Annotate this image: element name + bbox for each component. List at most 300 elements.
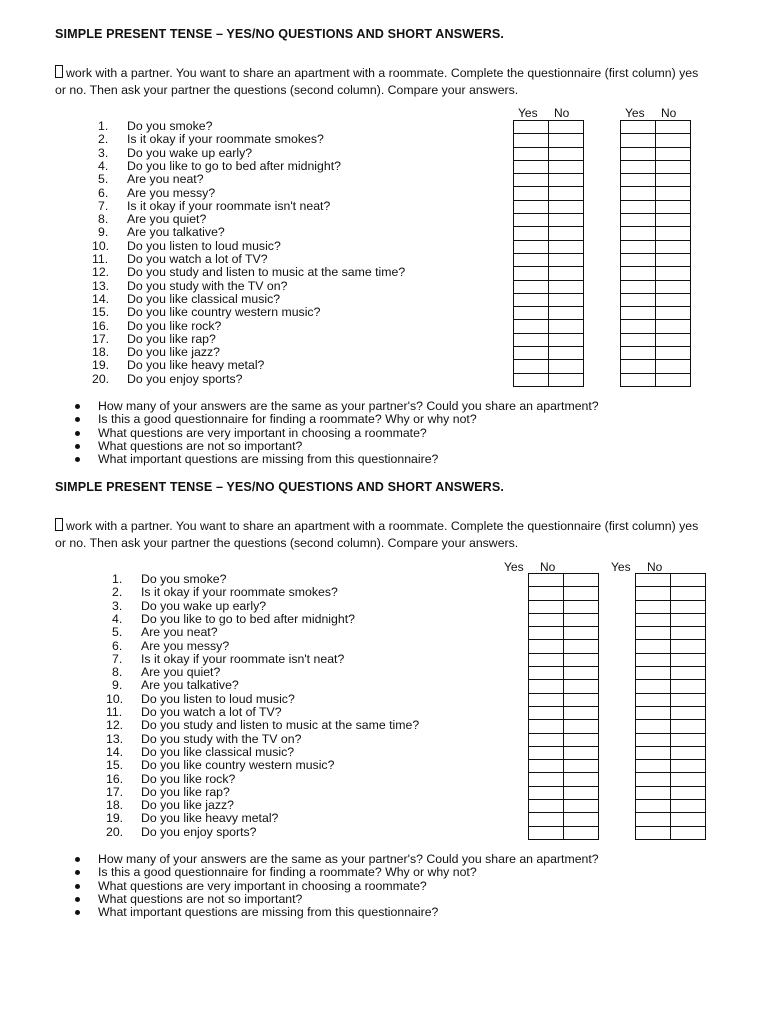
- answer-row: [636, 587, 706, 600]
- answer-cell-no[interactable]: [671, 720, 706, 733]
- answer-cell-no[interactable]: [564, 574, 599, 587]
- answer-cell-no[interactable]: [564, 720, 599, 733]
- no-header-1: No: [554, 106, 570, 120]
- answer-cell-yes[interactable]: [621, 200, 656, 213]
- answer-cell-no[interactable]: [564, 587, 599, 600]
- answer-row: [514, 227, 584, 240]
- question-number: 17.: [106, 784, 124, 799]
- instructions: [55, 65, 705, 98]
- answer-cell-yes[interactable]: [529, 733, 564, 746]
- answer-cell-no[interactable]: [671, 667, 706, 680]
- discussion-text: How many of your answers are the same as your partner's? Could you share an apartment?: [98, 852, 599, 866]
- question-number: 19.: [92, 358, 110, 373]
- answer-row: [514, 174, 584, 187]
- answer-cell-yes[interactable]: [636, 613, 671, 626]
- answer-row: [621, 227, 691, 240]
- question-number: 17.: [92, 331, 110, 346]
- answer-cell-yes[interactable]: [514, 267, 549, 280]
- discussion-item: [72, 866, 599, 879]
- answer-cell-no[interactable]: [564, 813, 599, 826]
- answer-row: [621, 373, 691, 386]
- bullet-icon: [75, 431, 80, 436]
- answer-cell-yes[interactable]: [529, 667, 564, 680]
- section-title: SIMPLE PRESENT TENSE – YES/NO QUESTIONS AND SHORT ANSWERS.: [55, 480, 504, 494]
- answer-row: [529, 640, 599, 653]
- question-text: Do you like heavy metal?: [141, 811, 279, 826]
- answer-cell-yes[interactable]: [514, 293, 549, 306]
- answer-cell-yes[interactable]: [514, 307, 549, 320]
- question-number: 5.: [98, 172, 109, 187]
- answer-row: [514, 347, 584, 360]
- question-number: 20.: [106, 824, 124, 839]
- self-answer-grid[interactable]: [513, 120, 584, 387]
- answer-cell-yes[interactable]: [621, 174, 656, 187]
- answer-cell-yes[interactable]: [636, 826, 671, 839]
- answer-cell-no[interactable]: [656, 214, 691, 227]
- answer-cell-yes[interactable]: [529, 826, 564, 839]
- answer-cell-no[interactable]: [671, 693, 706, 706]
- question-number: 14.: [106, 744, 124, 759]
- answer-cell-no[interactable]: [671, 653, 706, 666]
- answer-row: [514, 134, 584, 147]
- answer-cell-no[interactable]: [671, 733, 706, 746]
- answer-cell-no[interactable]: [549, 174, 584, 187]
- answer-row: [636, 746, 706, 759]
- discussion-item: [72, 853, 599, 866]
- answer-cell-yes[interactable]: [514, 200, 549, 213]
- answer-cell-yes[interactable]: [514, 253, 549, 266]
- question-number: 16.: [106, 771, 124, 786]
- answer-cell-yes[interactable]: [529, 760, 564, 773]
- answer-cell-no[interactable]: [549, 134, 584, 147]
- question-text: Do you like country western music?: [141, 758, 335, 773]
- question-text: Is it okay if your roommate smokes?: [141, 585, 338, 600]
- answer-cell-no[interactable]: [549, 347, 584, 360]
- yes-header-2: Yes: [611, 560, 631, 574]
- answer-cell-yes[interactable]: [529, 720, 564, 733]
- instructions-text: work with a partner. You want to share an apartment with a roommate. Complete the questionnaire (first column) yes or no. Then ask your partner the questions (second column). Compare your answers.: [55, 519, 699, 550]
- answer-cell-no[interactable]: [656, 160, 691, 173]
- answer-row: [621, 240, 691, 253]
- question-number: 12.: [92, 265, 110, 280]
- answer-row: [636, 826, 706, 839]
- answer-cell-no[interactable]: [549, 307, 584, 320]
- answer-cell-yes[interactable]: [621, 187, 656, 200]
- answer-cell-no[interactable]: [656, 253, 691, 266]
- answer-row: [529, 574, 599, 587]
- answer-cell-no[interactable]: [549, 320, 584, 333]
- bullet-icon: [75, 444, 80, 449]
- discussion-text: What important questions are missing from this questionnaire?: [98, 905, 439, 920]
- question-number: 20.: [92, 371, 110, 386]
- question-number: 5.: [112, 625, 123, 640]
- question-text: Do you like rap?: [141, 784, 230, 799]
- answer-cell-yes[interactable]: [529, 680, 564, 693]
- answer-cell-yes[interactable]: [636, 600, 671, 613]
- answer-cell-yes[interactable]: [636, 680, 671, 693]
- answer-row: [621, 307, 691, 320]
- answer-cell-no[interactable]: [564, 640, 599, 653]
- answer-cell-yes[interactable]: [529, 800, 564, 813]
- answer-cell-yes[interactable]: [529, 746, 564, 759]
- question-number: 14.: [92, 291, 110, 306]
- answer-cell-yes[interactable]: [514, 373, 549, 386]
- answer-cell-yes[interactable]: [621, 347, 656, 360]
- question-number: 8.: [112, 665, 123, 680]
- instructions-text: work with a partner. You want to share an apartment with a roommate. Complete the questionnaire (first column) yes or no. Then ask your partner the questions (second column). Compare your answers.: [55, 66, 699, 97]
- answer-cell-no[interactable]: [671, 813, 706, 826]
- answer-row: [636, 680, 706, 693]
- answer-cell-yes[interactable]: [514, 147, 549, 160]
- answer-cell-no[interactable]: [671, 574, 706, 587]
- answer-cell-yes[interactable]: [529, 640, 564, 653]
- answer-row: [514, 253, 584, 266]
- answer-cell-no[interactable]: [564, 667, 599, 680]
- question-number: 13.: [106, 731, 124, 746]
- question-number: 16.: [92, 318, 110, 333]
- answer-row: [529, 786, 599, 799]
- answer-cell-yes[interactable]: [529, 574, 564, 587]
- answer-cell-no[interactable]: [671, 746, 706, 759]
- answer-cell-yes[interactable]: [636, 773, 671, 786]
- question-text: Do you like jazz?: [141, 798, 234, 813]
- answer-row: [529, 773, 599, 786]
- question-number: 9.: [112, 678, 123, 693]
- question-number: 15.: [92, 305, 110, 320]
- answer-cell-yes[interactable]: [636, 653, 671, 666]
- answer-cell-yes[interactable]: [621, 121, 656, 134]
- answer-cell-no[interactable]: [671, 773, 706, 786]
- answer-cell-yes[interactable]: [514, 320, 549, 333]
- yes-header-2: Yes: [625, 106, 645, 120]
- answer-row: [529, 733, 599, 746]
- answer-cell-yes[interactable]: [621, 320, 656, 333]
- answer-cell-no[interactable]: [656, 187, 691, 200]
- question-text: Is it okay if your roommate isn't neat?: [141, 651, 345, 666]
- answer-cell-yes[interactable]: [514, 160, 549, 173]
- answer-row: [621, 187, 691, 200]
- answer-cell-yes[interactable]: [529, 627, 564, 640]
- answer-cell-yes[interactable]: [514, 187, 549, 200]
- answer-cell-yes[interactable]: [636, 667, 671, 680]
- answer-cell-yes[interactable]: [636, 574, 671, 587]
- answer-cell-no[interactable]: [564, 706, 599, 719]
- answer-cell-no[interactable]: [656, 240, 691, 253]
- answer-cell-yes[interactable]: [636, 813, 671, 826]
- question-text: Do you listen to loud music?: [127, 238, 281, 253]
- answer-cell-yes[interactable]: [636, 733, 671, 746]
- answer-row: [514, 360, 584, 373]
- answer-row: [636, 653, 706, 666]
- answer-row: [636, 733, 706, 746]
- answer-cell-yes[interactable]: [621, 160, 656, 173]
- answer-row: [529, 600, 599, 613]
- answer-cell-yes[interactable]: [636, 760, 671, 773]
- discussion-item: [72, 400, 599, 413]
- answer-cell-no[interactable]: [656, 307, 691, 320]
- answer-cell-no[interactable]: [549, 121, 584, 134]
- answer-row: [529, 680, 599, 693]
- answer-cell-no[interactable]: [564, 613, 599, 626]
- no-header-1: No: [540, 560, 556, 574]
- partner-answer-grid[interactable]: [620, 120, 691, 387]
- question-text: Are you messy?: [127, 185, 216, 200]
- answer-cell-no[interactable]: [564, 800, 599, 813]
- discussion-item: [72, 893, 599, 906]
- answer-row: [621, 121, 691, 134]
- answer-cell-no[interactable]: [549, 227, 584, 240]
- answer-row: [636, 813, 706, 826]
- bullet-icon: [75, 457, 80, 462]
- answer-row: [529, 587, 599, 600]
- answer-cell-no[interactable]: [549, 200, 584, 213]
- answer-row: [514, 333, 584, 346]
- answer-cell-yes[interactable]: [529, 773, 564, 786]
- question-number: 6.: [98, 185, 109, 200]
- question-text: Do you study and listen to music at the same time?: [127, 265, 406, 280]
- answer-cell-no[interactable]: [564, 680, 599, 693]
- discussion-text: Is this a good questionnaire for finding a roommate? Why or why not?: [98, 865, 477, 880]
- answer-cell-no[interactable]: [564, 693, 599, 706]
- answer-row: [529, 653, 599, 666]
- answer-row: [621, 253, 691, 266]
- answer-row: [529, 667, 599, 680]
- answer-cell-no[interactable]: [656, 200, 691, 213]
- question-number: 15.: [106, 758, 124, 773]
- answer-cell-yes[interactable]: [636, 640, 671, 653]
- missing-glyph-icon: [55, 65, 63, 78]
- answer-row: [636, 627, 706, 640]
- question-text: Are you quiet?: [127, 212, 207, 227]
- discussion-text: What questions are not so important?: [98, 891, 303, 906]
- answer-cell-yes[interactable]: [529, 813, 564, 826]
- answer-cell-yes[interactable]: [636, 587, 671, 600]
- answer-cell-yes[interactable]: [514, 214, 549, 227]
- answer-row: [529, 760, 599, 773]
- answer-cell-yes[interactable]: [529, 706, 564, 719]
- answer-cell-no[interactable]: [656, 373, 691, 386]
- bullet-icon: [75, 910, 80, 915]
- answer-cell-no[interactable]: [564, 760, 599, 773]
- discussion-item: [72, 453, 599, 466]
- answer-cell-yes[interactable]: [636, 786, 671, 799]
- answer-row: [621, 293, 691, 306]
- answer-cell-no[interactable]: [656, 320, 691, 333]
- answer-cell-no[interactable]: [671, 613, 706, 626]
- answer-cell-no[interactable]: [671, 800, 706, 813]
- answer-cell-yes[interactable]: [514, 227, 549, 240]
- answer-cell-no[interactable]: [671, 680, 706, 693]
- answer-cell-no[interactable]: [671, 826, 706, 839]
- answer-row: [514, 293, 584, 306]
- answer-cell-no[interactable]: [671, 760, 706, 773]
- answer-cell-yes[interactable]: [514, 360, 549, 373]
- answer-cell-yes[interactable]: [529, 786, 564, 799]
- answer-row: [621, 214, 691, 227]
- question-number: 3.: [98, 145, 109, 160]
- answer-cell-yes[interactable]: [621, 214, 656, 227]
- question-text: Do you smoke?: [141, 572, 227, 586]
- answer-cell-no[interactable]: [564, 786, 599, 799]
- question-text: Do you like rock?: [127, 318, 222, 333]
- answer-cell-yes[interactable]: [636, 693, 671, 706]
- question-number: 4.: [98, 158, 109, 173]
- answer-cell-yes[interactable]: [636, 627, 671, 640]
- answer-cell-yes[interactable]: [621, 293, 656, 306]
- question-number: 4.: [112, 611, 123, 626]
- answer-cell-yes[interactable]: [621, 333, 656, 346]
- answer-cell-yes[interactable]: [529, 587, 564, 600]
- answer-row: [636, 613, 706, 626]
- discussion-text: What questions are very important in choosing a roommate?: [98, 878, 427, 893]
- question-number: 11.: [106, 705, 123, 719]
- answer-row: [636, 786, 706, 799]
- question-text: Do you enjoy sports?: [141, 824, 257, 839]
- answer-row: [621, 147, 691, 160]
- answer-row: [621, 134, 691, 147]
- answer-cell-no[interactable]: [671, 706, 706, 719]
- answer-row: [529, 746, 599, 759]
- answer-cell-yes[interactable]: [621, 373, 656, 386]
- answer-cell-no[interactable]: [549, 267, 584, 280]
- answer-cell-no[interactable]: [549, 214, 584, 227]
- answer-cell-no[interactable]: [564, 653, 599, 666]
- question-number: 3.: [112, 598, 123, 613]
- answer-row: [514, 280, 584, 293]
- answer-cell-no[interactable]: [656, 147, 691, 160]
- answer-cell-yes[interactable]: [621, 253, 656, 266]
- answer-cell-no[interactable]: [656, 227, 691, 240]
- answer-cell-no[interactable]: [656, 174, 691, 187]
- answer-cell-yes[interactable]: [621, 240, 656, 253]
- answer-cell-no[interactable]: [549, 280, 584, 293]
- answer-row: [514, 307, 584, 320]
- discussion-questions: [72, 853, 599, 919]
- answer-row: [529, 627, 599, 640]
- partner-answer-grid[interactable]: [635, 573, 706, 840]
- answer-cell-yes[interactable]: [514, 347, 549, 360]
- answer-cell-yes[interactable]: [514, 240, 549, 253]
- question-text: Do you study with the TV on?: [141, 731, 302, 746]
- answer-cell-no[interactable]: [656, 293, 691, 306]
- answer-cell-yes[interactable]: [514, 333, 549, 346]
- question-number: 18.: [106, 798, 124, 813]
- answer-cell-yes[interactable]: [621, 280, 656, 293]
- answer-cell-no[interactable]: [656, 280, 691, 293]
- answer-cell-yes[interactable]: [636, 746, 671, 759]
- answer-cell-no[interactable]: [549, 160, 584, 173]
- answer-cell-yes[interactable]: [529, 613, 564, 626]
- answer-cell-no[interactable]: [656, 347, 691, 360]
- answer-cell-no[interactable]: [549, 293, 584, 306]
- question-text: Is it okay if your roommate isn't neat?: [127, 198, 331, 213]
- question-text: Do you watch a lot of TV?: [141, 705, 282, 719]
- answer-cell-no[interactable]: [549, 187, 584, 200]
- answer-row: [621, 174, 691, 187]
- answer-cell-no[interactable]: [671, 786, 706, 799]
- answer-cell-yes[interactable]: [621, 134, 656, 147]
- answer-cell-yes[interactable]: [514, 174, 549, 187]
- answer-cell-yes[interactable]: [514, 121, 549, 134]
- answer-row: [621, 333, 691, 346]
- answer-cell-yes[interactable]: [621, 307, 656, 320]
- answer-row: [636, 773, 706, 786]
- question-number: 11.: [92, 252, 109, 266]
- question-text: Are you talkative?: [127, 225, 225, 240]
- answer-cell-yes[interactable]: [636, 706, 671, 719]
- answer-cell-no[interactable]: [656, 121, 691, 134]
- answer-cell-yes[interactable]: [636, 800, 671, 813]
- question-text: Do you like rock?: [141, 771, 236, 786]
- answer-cell-no[interactable]: [656, 134, 691, 147]
- answer-cell-no[interactable]: [671, 627, 706, 640]
- answer-cell-yes[interactable]: [621, 147, 656, 160]
- answer-cell-yes[interactable]: [636, 720, 671, 733]
- answer-cell-no[interactable]: [671, 640, 706, 653]
- answer-cell-no[interactable]: [549, 147, 584, 160]
- answer-cell-yes[interactable]: [514, 134, 549, 147]
- answer-cell-no[interactable]: [671, 600, 706, 613]
- discussion-text: What questions are very important in choosing a roommate?: [98, 425, 427, 440]
- answer-cell-no[interactable]: [656, 360, 691, 373]
- answer-row: [529, 813, 599, 826]
- self-answer-grid[interactable]: [528, 573, 599, 840]
- answer-cell-no[interactable]: [656, 333, 691, 346]
- yes-header-1: Yes: [504, 560, 524, 574]
- answer-cell-no[interactable]: [564, 746, 599, 759]
- answer-cell-no[interactable]: [549, 373, 584, 386]
- answer-cell-yes[interactable]: [529, 653, 564, 666]
- answer-cell-no[interactable]: [549, 240, 584, 253]
- answer-cell-no[interactable]: [671, 587, 706, 600]
- answer-cell-yes[interactable]: [621, 227, 656, 240]
- answer-cell-no[interactable]: [564, 826, 599, 839]
- answer-row: [514, 187, 584, 200]
- answer-cell-yes[interactable]: [621, 267, 656, 280]
- answer-cell-no[interactable]: [564, 773, 599, 786]
- answer-cell-no[interactable]: [549, 360, 584, 373]
- answer-cell-yes[interactable]: [514, 280, 549, 293]
- question-number: 1.: [98, 119, 109, 133]
- answer-cell-no[interactable]: [564, 627, 599, 640]
- answer-row: [529, 693, 599, 706]
- answer-cell-no[interactable]: [549, 333, 584, 346]
- answer-cell-no[interactable]: [656, 267, 691, 280]
- section-title: SIMPLE PRESENT TENSE – YES/NO QUESTIONS AND SHORT ANSWERS.: [55, 27, 504, 41]
- answer-cell-no[interactable]: [564, 733, 599, 746]
- question-text: Do you wake up early?: [127, 145, 253, 160]
- answer-row: [529, 613, 599, 626]
- question-text: Do you listen to loud music?: [141, 691, 295, 706]
- answer-row: [621, 160, 691, 173]
- answer-cell-no[interactable]: [549, 253, 584, 266]
- question-number: 6.: [112, 638, 123, 653]
- answer-cell-no[interactable]: [564, 600, 599, 613]
- answer-cell-yes[interactable]: [529, 600, 564, 613]
- question-text: Are you neat?: [141, 625, 218, 640]
- question-number: 19.: [106, 811, 124, 826]
- answer-row: [621, 267, 691, 280]
- answer-row: [514, 147, 584, 160]
- question-text: Do you wake up early?: [141, 598, 267, 613]
- answer-cell-yes[interactable]: [621, 360, 656, 373]
- answer-row: [621, 320, 691, 333]
- answer-row: [636, 800, 706, 813]
- question-number: 7.: [112, 651, 123, 666]
- question-number: 13.: [92, 278, 110, 293]
- question-number: 10.: [106, 691, 124, 706]
- answer-cell-yes[interactable]: [529, 693, 564, 706]
